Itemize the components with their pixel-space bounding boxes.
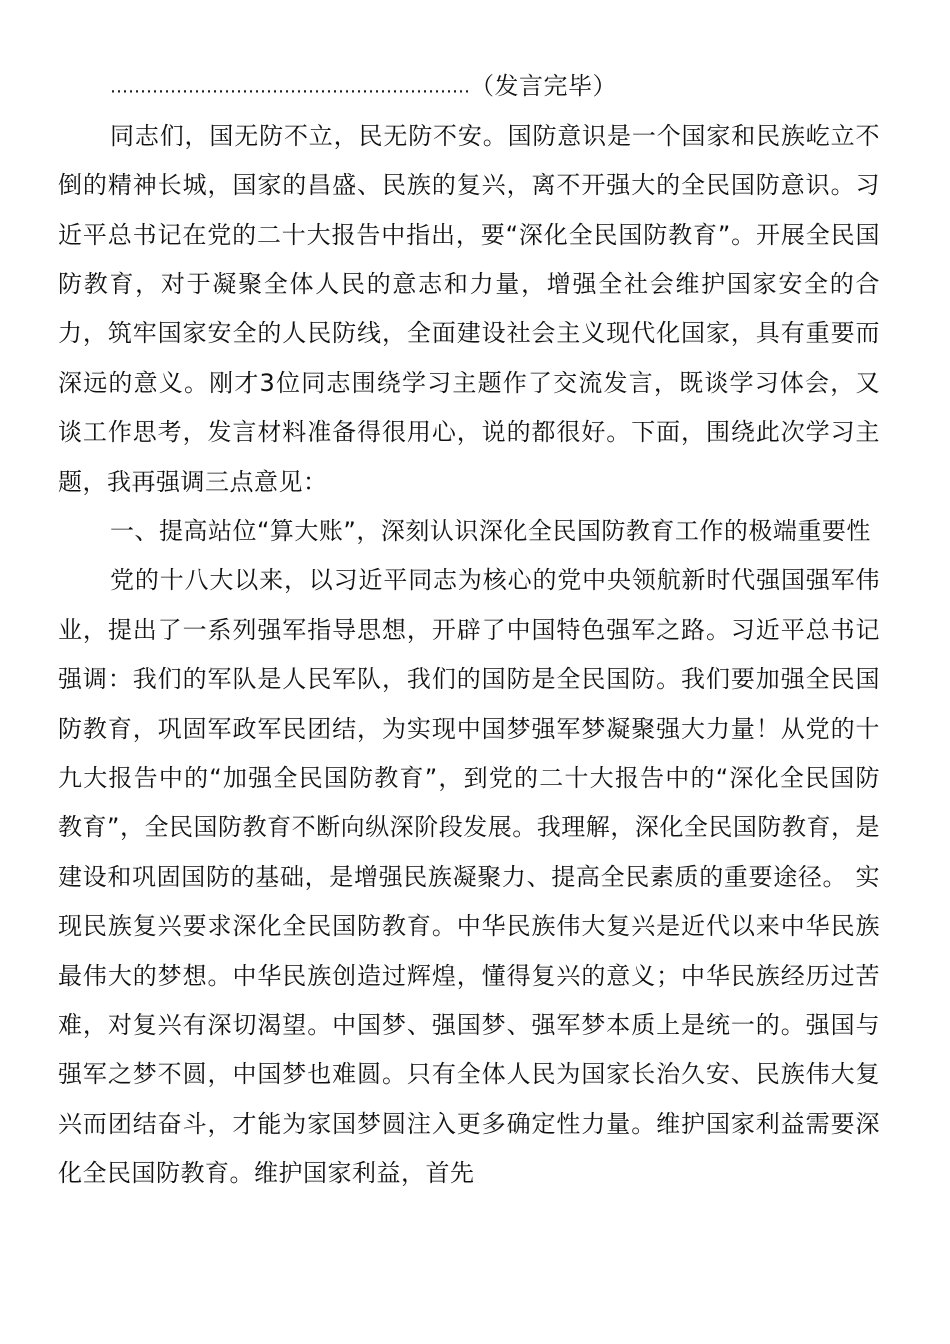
- closing-dots: ……………………………………………………: [110, 76, 470, 98]
- intro-paragraph: 同志们，国无防不立，民无防不安。国防意识是一个国家和民族屹立不倒的精神长城，国家的昌盛、民族的复兴，离不开强大的全民国防意识。习近平总书记在党的二十大报告中指出，要“深化全民国防教育”。开展全民国防教育，对于凝聚全体人民的意志和力量，增强全社会维护国家安全的合力，筑牢国家安全的人民防线，全面建设社会主义现代化国家，具有重要而深远的意义。刚才3位同志围绕学习主题作了交流发言，既谈学习体会，又谈工作思考，发言材料准备得很用心，说的都很好。下面，围绕此次学习主题，我再强调三点意见：: [58, 121, 880, 496]
- closing-note: （发言完毕）: [470, 72, 617, 100]
- section-body-paragraph: 党的十八大以来，以习近平同志为核心的党中央领航新时代强国强军伟业，提出了一系列强军指导思想，开辟了中国特色强军之路。习近平总书记强调：我们的军队是人民军队，我们的国防是全民国防。我们要加强全民国防教育，巩固军政军民团结，为实现中国梦强军梦凝聚强大力量！从党的十九大报告中的“加强全民国防教育”，到党的二十大报告中的“深化全民国防教育”，全民国防教育不断向纵深阶段发展。我理解，深化全民国防教育，是建设和巩固国防的基础，是增强民族凝聚力、提高全民素质的重要途径。 实现民族复兴要求深化全民国防教育。中华民族伟大复兴是近代以来中华民族最伟大的梦想。中华民族创造过辉煌，懂得复兴的意义；中华民族经历过苦难，对复兴有深切渴望。中国梦、强国梦、强军梦本质上是统一的。强国与强军之梦不圆，中国梦也难圆。只有全体人民为国家长治久安、民族伟大复兴而团结奋斗，才能为家国梦圆注入更多确定性力量。维护国家利益需要深化全民国防教育。维护国家利益，首先: [58, 566, 880, 1188]
- closing-line: [58, 62, 880, 112]
- section-heading-1: 一、提高站位“算大账”，深刻认识深化全民国防教育工作的极端重要性: [110, 516, 871, 545]
- document-page: [58, 62, 880, 1199]
